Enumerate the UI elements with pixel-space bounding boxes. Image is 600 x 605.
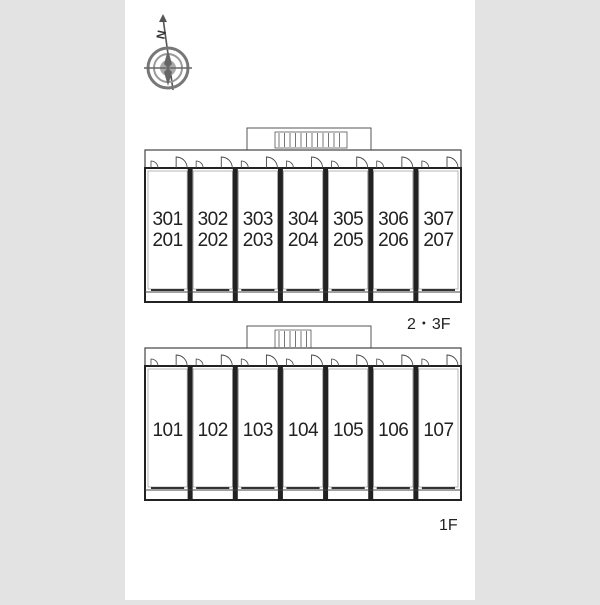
floor-plan-diagram	[125, 0, 475, 600]
unit-number-3f: 305	[333, 209, 364, 230]
unit-number-2f: 206	[378, 230, 409, 251]
stairs-icon	[275, 330, 311, 348]
upper-floors-label: 2・3F	[407, 316, 451, 333]
ground-floor-block	[145, 326, 461, 500]
floor-plan-sheet	[125, 0, 475, 600]
unit-number-1f: 107	[423, 420, 454, 441]
unit-number-2f: 204	[287, 230, 319, 251]
compass-icon	[144, 14, 192, 90]
unit-number-1f: 104	[287, 420, 319, 441]
compass-north-label: N	[153, 28, 170, 41]
unit-number-2f: 203	[242, 230, 273, 251]
unit-number-2f: 207	[423, 230, 454, 251]
unit-number-1f: 101	[152, 420, 183, 441]
unit-number-2f: 202	[197, 230, 228, 251]
unit-number-3f: 304	[287, 209, 319, 230]
unit-number-1f: 103	[242, 420, 273, 441]
ground-floor-label: 1F	[439, 517, 458, 534]
upper-floors-block	[145, 128, 461, 302]
unit-number-2f: 201	[152, 230, 183, 251]
unit-number-3f: 307	[423, 209, 454, 230]
unit-number-1f: 105	[333, 420, 364, 441]
stairs-icon	[275, 132, 347, 148]
unit-number-3f: 301	[152, 209, 183, 230]
unit-number-2f: 205	[333, 230, 364, 251]
unit-number-3f: 306	[378, 209, 409, 230]
unit-number-1f: 106	[378, 420, 409, 441]
unit-number-3f: 303	[242, 209, 273, 230]
unit-number-3f: 302	[197, 209, 228, 230]
unit-number-1f: 102	[197, 420, 228, 441]
